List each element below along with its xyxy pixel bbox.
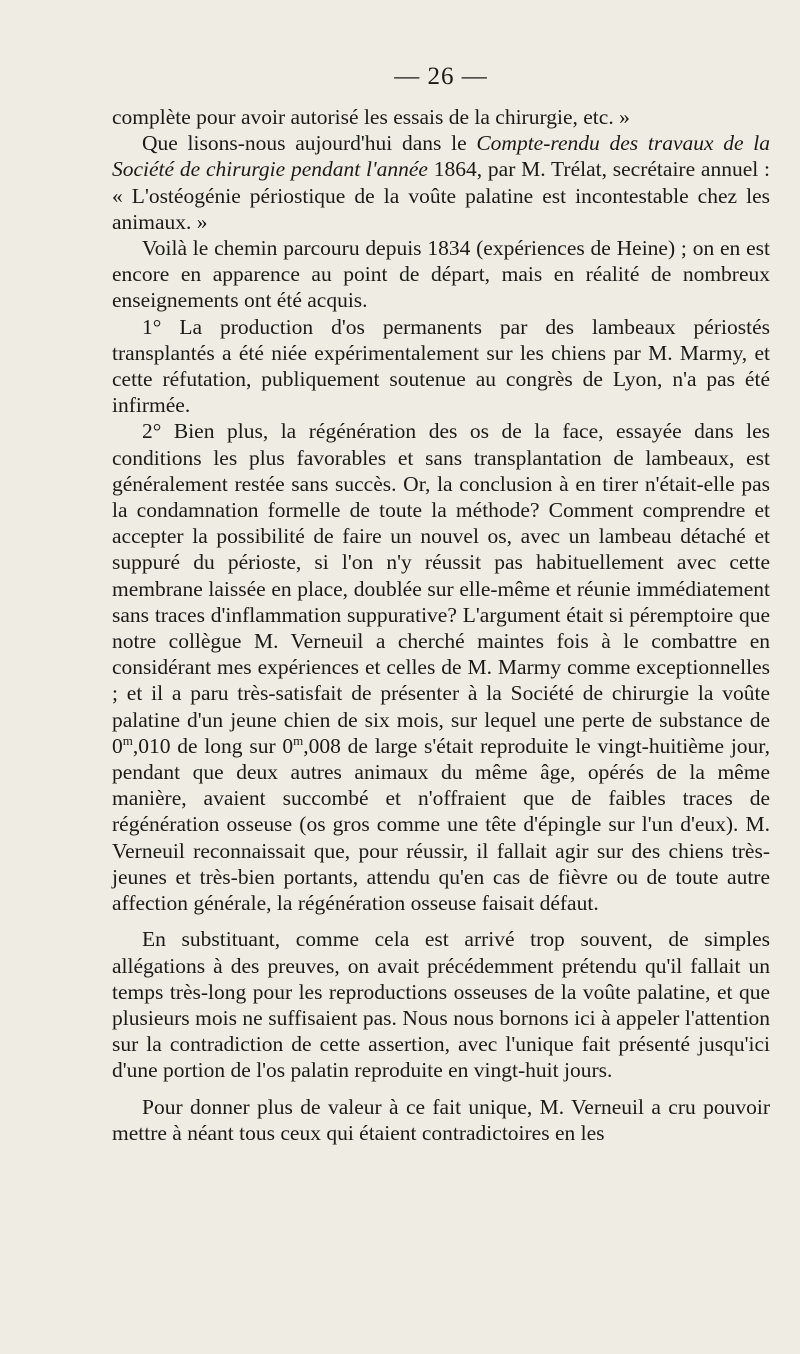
page-number: — 26 —: [394, 63, 488, 90]
paragraph-4: 1° La production d'os permanents par des lambeaux périostés transplantés a été niée expérimentalement sur les chiens par M. Marmy, et cette réfutation, publiquement soutenue au congrès de Lyon, n'a pas été infirmée.: [112, 314, 770, 418]
paragraph-7: Pour donner plus de valeur à ce fait unique, M. Verneuil a cru pouvoir mettre à néant tous ceux qui étaient contradictoires en les: [112, 1094, 770, 1145]
paragraph-5-unit-superscript-2: m: [293, 732, 304, 748]
paragraph-2: [112, 130, 770, 235]
paragraph-5: [112, 418, 770, 916]
paragraph-6: En substituant, comme cela est arrivé trop souvent, de simples allégations à des preuves, on avait précédemment prétendu qu'il fallait un temps très-long pour les reproductions osseuses de la voûte palatine, et que plusieurs mois ne suffisaient pas. Nous nous bornons ici à appeler l'attention sur la contradiction de cette assertion, avec l'unique fait présenté jusqu'ici d'une portion de l'os palatin reproduite en vingt-huit jours.: [112, 927, 770, 1083]
paragraph-3: Voilà le chemin parcouru depuis 1834 (expériences de Heine) ; on en est encore en apparence au point de départ, mais en réalité de nombreux enseignements ont été acquis.: [112, 236, 770, 313]
paragraph-5-text-a: 2° Bien plus, la régénération des os de la face, essayée dans les conditions les plus favorables et sans transplantation de lambeaux, est généralement restée sans succès. Or, la conclusion à en tirer n'était-elle pas la condamnation formelle de toute la méthode? Comment comprendre et accepter la possibilité de faire un nouvel os, avec un lambeau détaché et suppuré du périoste, si l'on n'y réussit pas habituellement avec cette membrane laissée en place, doublée sur elle-même et réunie immédiatement sans traces d'inflammation suppurative? L'argument était si péremptoire que notre collègue M. Verneuil a cherché maintes fois à le combattre en considérant mes expériences et celles de M. Marmy comme exceptionnelles ; et il a paru très-satisfait de présenter à la Société de chirurgie la voûte palatine d'un jeune chien de six mois, sur lequel une perte de substance de 0: [112, 419, 770, 758]
paragraph-2-text-b: 1864, par M. Trélat, secrétaire annuel : « L'ostéogénie périostique de la voûte palatine est incontestable chez les animaux. »: [112, 157, 770, 234]
paragraph-5-text-c: ,008 de large s'était reproduite le vingt-huitième jour, pendant que deux autres animaux du même âge, opérés de la même manière, avaient succombé et n'offraient que de faibles traces de régénération osseuse (os gros comme une tête d'épingle sur l'un d'eux). M. Verneuil reconnaissait que, pour réussir, il fallait agir sur des chiens très-jeunes et très-bien portants, attendu qu'en cas de fièvre ou de toute autre affection générale, la régénération osseuse faisait défaut.: [112, 733, 770, 916]
paragraph-1: complète pour avoir autorisé les essais de la chirurgie, etc. »: [112, 105, 630, 129]
paragraph-5-text-b: ,010 de long sur 0: [132, 733, 294, 758]
paragraph-2-text-a: Que lisons-nous aujourd'hui dans le: [142, 131, 477, 156]
paragraph-2-italic-title: Compte-rendu des travaux de la Société de chirurgie pendant l'année: [112, 131, 770, 182]
paragraph-5-unit-superscript-1: m: [122, 732, 133, 748]
